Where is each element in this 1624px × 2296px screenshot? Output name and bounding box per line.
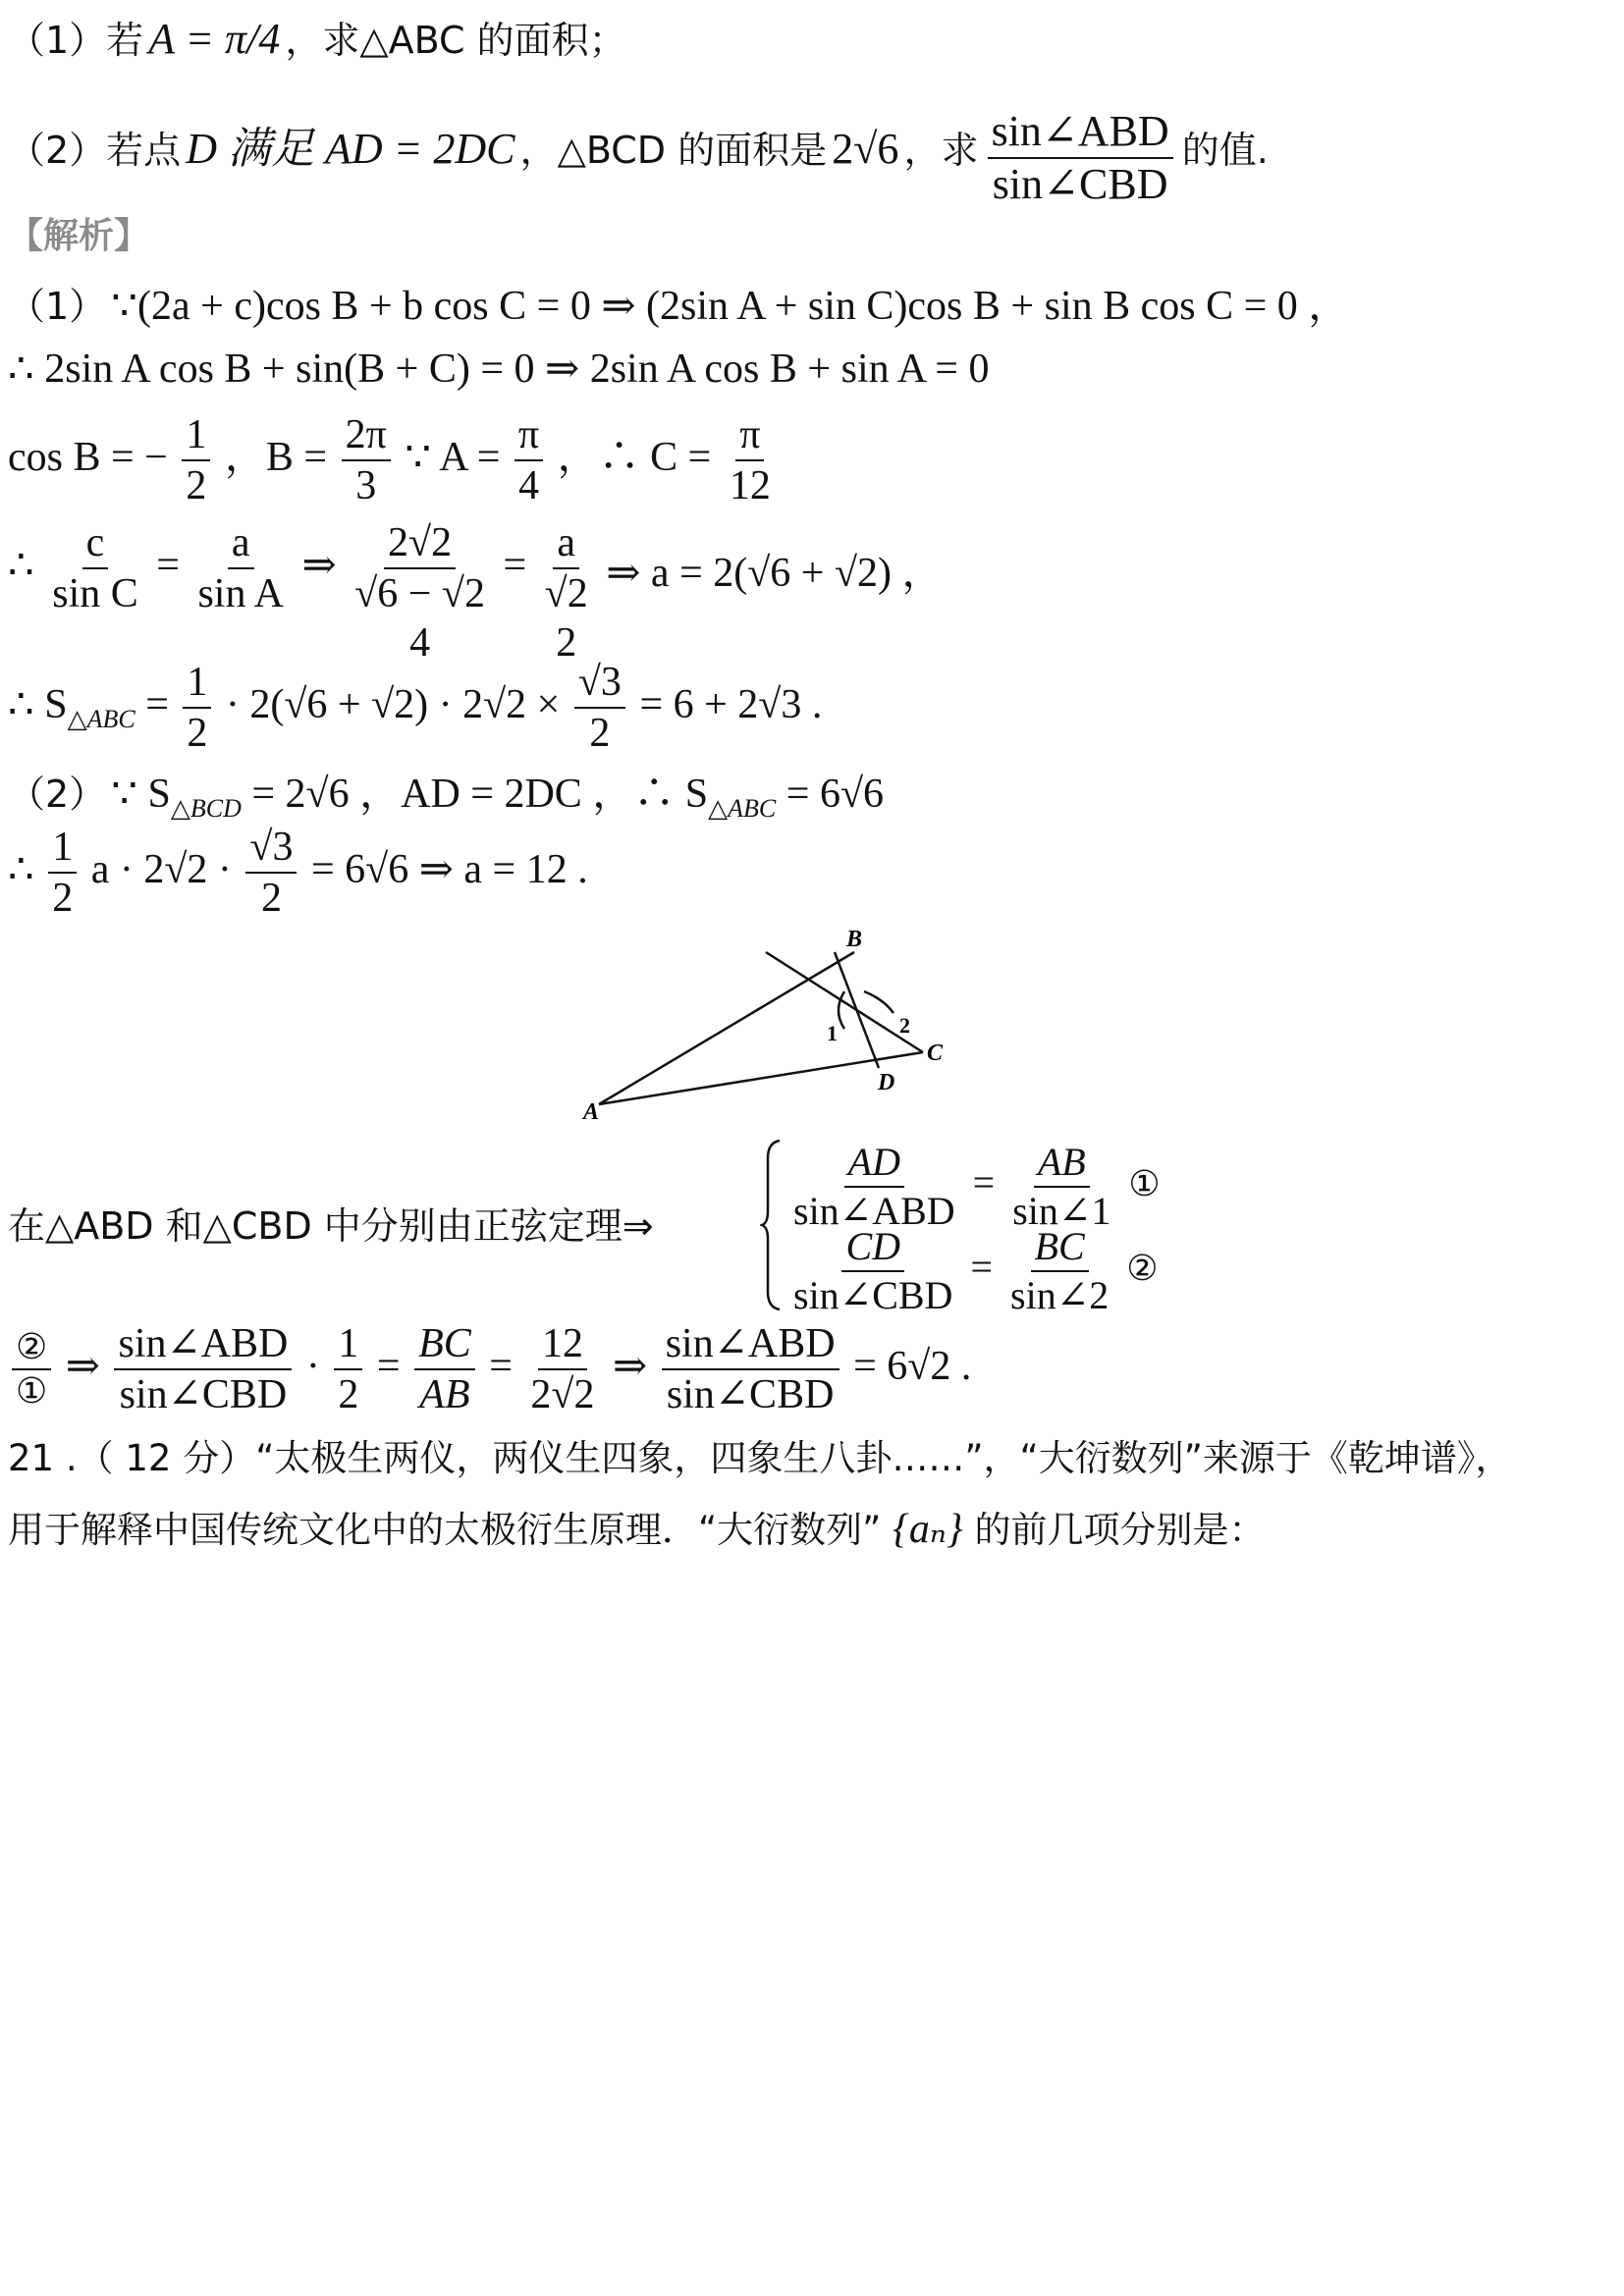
sol-l4-frac4 [541,520,592,667]
sol-l6-a: ∵ S [111,772,171,817]
p21-seq: {aₙ} [893,1507,963,1552]
sol-l7-frac1 [48,825,77,921]
q2-prefix: （2）若点 [8,128,182,172]
sol-l4-pre: ∴ [8,542,34,588]
sys-r1-tag: ① [1128,1164,1161,1205]
sys-r1-ln: AD [844,1141,904,1188]
solution-line-7 [8,825,1624,921]
sol-l5-gn: √3 [574,660,625,709]
angle-arc-2 [864,991,893,1013]
sys-lead: 在△ABD 和△CBD 中分别由正弦定理⇒ [8,1204,654,1248]
sys-r2-ln: CD [841,1225,904,1272]
sol-l4-f3n: 2√2 [384,520,456,569]
fin-f3n: BC [414,1321,475,1370]
solution-line-2: ∴ 2sin A cos B + sin(B + C) = 0 ⇒ 2sin A cos B + sin A = 0 [8,347,990,392]
final-line [8,1321,1624,1417]
sys-r1-right [1008,1141,1114,1233]
q1-condition: A = π/4 [148,15,281,63]
sol-l3-f1n: 1 [182,412,210,461]
sol-l4-f4d: √2 [544,571,588,617]
sol-l4-f3d: √6 − √2 [354,571,485,617]
sol-l6-c: = 6√6 [785,772,885,817]
side-ab [599,952,854,1104]
sys-r1-left [789,1141,959,1233]
sol-l7-frac2 [245,825,297,921]
sys-r2-tag: ② [1126,1249,1159,1290]
sol-l4-f2d: sin A [197,571,284,617]
fin-f5n: sin∠ABD [662,1321,839,1370]
sol-l3-b: ，B = [224,434,328,480]
fin-f5d: sin∠CBD [666,1372,835,1418]
fin-circ-frac [12,1328,51,1412]
q2-ratio-den: sin∠CBD [992,160,1168,209]
sol-l5-pre: ∴ S [8,681,68,727]
fin-c-den: ① [16,1371,48,1413]
problem-21-line-1: 21 .（ 12 分）“太极生两仪，两仪生四象，四象生八卦……”，“大衍数列”来源于《乾坤谱》， [8,1437,1512,1479]
sol-l7-mid: a · 2√2 · [90,846,232,892]
sol-l3-f4n: π [735,412,764,461]
sol-l3-f2d: 3 [355,463,377,509]
side-ac [599,1052,923,1104]
sol-l3-f1d: 2 [186,463,207,509]
sol-l4-result: ⇒ a = 2(√6 + √2) ， [606,551,944,596]
p21-line2: 用于解释中国传统文化中的太极衍生原理．“大衍数列” [8,1509,882,1551]
sol-l4-frac1 [48,520,142,616]
label-d: D [878,1070,895,1095]
q2-condition: D 满足 AD = 2DC [186,124,515,173]
fin-f2n: 1 [334,1321,362,1370]
label-angle-1: 1 [827,1021,838,1045]
sys-r2-ld: sin∠CBD [793,1273,953,1317]
sol-l7-fd: 2 [52,876,74,922]
sol-l4-eq: = [156,542,180,588]
fin-frac5 [662,1321,839,1417]
sol-l4-frac2 [193,520,288,616]
sol-l3-frac3 [514,412,543,508]
sol-l1: ∵(2a + c)cos B + b cos C = 0 ⇒ (2sin A + sin C)cos B + sin B cos C = 0 ， [111,284,1350,329]
fin-f1n: sin∠ABD [114,1321,292,1370]
fin-frac1 [114,1321,292,1417]
q1-prefix: （1）若 [8,19,144,62]
section-title: 【解析】 [8,216,150,256]
sol-l7-result: = 6√6 ⇒ a = 12 . [310,846,588,892]
sol-l5-mid: · 2(√6 + √2) · 2√2 × [225,681,561,727]
fin-dot: · [305,1343,320,1389]
sol-l4-f2n: a [228,520,254,569]
fin-f3d: AB [419,1372,470,1418]
sol-l5-frac1 [183,660,211,756]
question-part-1 [8,10,1624,64]
sol-l5-result: = 6 + 2√3 . [639,681,823,727]
fin-f2d: 2 [338,1372,359,1418]
sol-l7-pre: ∴ [8,846,34,892]
q2-ratio-num: sin∠ABD [988,108,1173,159]
sol-l7-gd: 2 [260,876,282,922]
q2-suffix: 的值. [1181,128,1269,172]
sol-l3-f4d: 12 [729,463,771,509]
fin-result: = 6√2 . [853,1343,972,1389]
question-part-2 [8,108,1624,209]
sol-l5-fd: 2 [187,711,208,757]
fin-f4d: 2√2 [530,1372,595,1418]
sys-r2-rn: BC [1031,1225,1089,1272]
sol-l3-f2n: 2π [342,412,391,461]
sol-l7-fn: 1 [48,825,77,874]
sys-r1-rn: AB [1034,1141,1090,1188]
fin-eq2: = [489,1343,513,1389]
sol-l3-c: ∵ A = [405,434,501,480]
sol-l3-frac1 [182,412,210,508]
fin-c-num: ② [12,1328,51,1371]
sol-l4-arrow: ⇒ [301,542,337,588]
sys-r2-rd: sin∠2 [1010,1273,1110,1317]
problem-21-line-2 [8,1500,1624,1553]
sol-l6-label: （2） [8,773,107,816]
fin-f4n: 12 [538,1321,587,1370]
sys-r2-right [1006,1225,1112,1317]
fin-arrow: ⇒ [65,1343,100,1389]
q2-value: 2√6 [832,124,899,173]
sys-row-2: $\frac{CD}{\text{sin∠CBD}}$ = $\frac{BC}{\sin\angle 2}$ ② [785,1225,1159,1317]
sys-r1-ld: sin∠ABD [793,1189,955,1233]
fin-f1d: sin∠CBD [119,1372,288,1418]
label-a: A [583,1099,600,1125]
sys-r1-rd: sin∠1 [1012,1189,1111,1233]
fin-frac4 [526,1321,598,1417]
solution-line-6 [8,761,1624,824]
label-b: B [846,927,863,952]
angle-arc-1 [839,991,844,1029]
sol-l6-sub1: △BCD [170,794,242,823]
q2-ask: ，求 [903,128,979,172]
sol-l4-f1d: sin C [52,571,138,617]
solution-line-3 [8,412,1624,508]
fin-eq1: = [376,1343,401,1389]
sol-l5-eq: = [145,681,169,727]
sol-l4-f1n: c [82,520,109,569]
triangle-figure [569,923,962,1139]
fin-frac3 [414,1321,475,1417]
sol-l3-f3n: π [514,412,543,461]
sol-l4-frac3 [351,520,489,667]
sol-l5-sub: △ABC [67,704,135,733]
sol-l5-frac2 [574,660,625,756]
sys-row-1: $\frac{AD}{\text{sin∠ABD}}$ = $\frac{AB}{\sin\angle 1}$ ① [785,1141,1161,1233]
q2-ratio [988,108,1173,209]
sol-l3-a: cos B = − [8,434,168,480]
fin-arrow2: ⇒ [612,1343,648,1389]
label-angle-2: 2 [899,1013,910,1038]
sol-l4-f3dd: 4 [409,620,431,667]
left-brace [760,1139,784,1311]
sol-l1-label: （1） [8,285,107,328]
solution-line-1 [8,273,1624,332]
fin-frac2 [334,1321,362,1417]
sol-l3-f3d: 4 [518,463,540,509]
sol-l4-f4n: a [553,520,579,569]
sol-l5-fn: 1 [183,660,211,709]
segment-bd [835,952,879,1068]
q1-suffix: ，求△ABC 的面积； [285,19,626,62]
sys-r2-left [789,1225,956,1317]
sol-l4-f4dd: 2 [556,620,577,667]
sol-l7-gn: √3 [245,825,297,874]
sol-l6-b: = 2√6 ，AD = 2DC ，∴ S [251,772,709,817]
sol-l3-frac4 [726,412,775,508]
sol-l6-sub2: △ABC [708,794,777,823]
sol-l3-frac2 [342,412,391,508]
p21-line2-end: 的前几项分别是： [974,1509,1266,1551]
solution-line-5 [8,660,1624,756]
sol-l5-gd: 2 [589,711,611,757]
label-c: C [927,1041,944,1066]
solution-line-4: ∴ $\frac{c}{\text{sin C}}$ = $\frac{a}{\text{sin A}}$ ⇒ 2√2 √6 − √2 4 = a √2 2 ⇒ a = 2(√6 + √2) ， [8,520,944,667]
q2-mid: ，△BCD 的面积是 [519,128,828,172]
sol-l3-d: ，∴ C = [557,434,712,480]
